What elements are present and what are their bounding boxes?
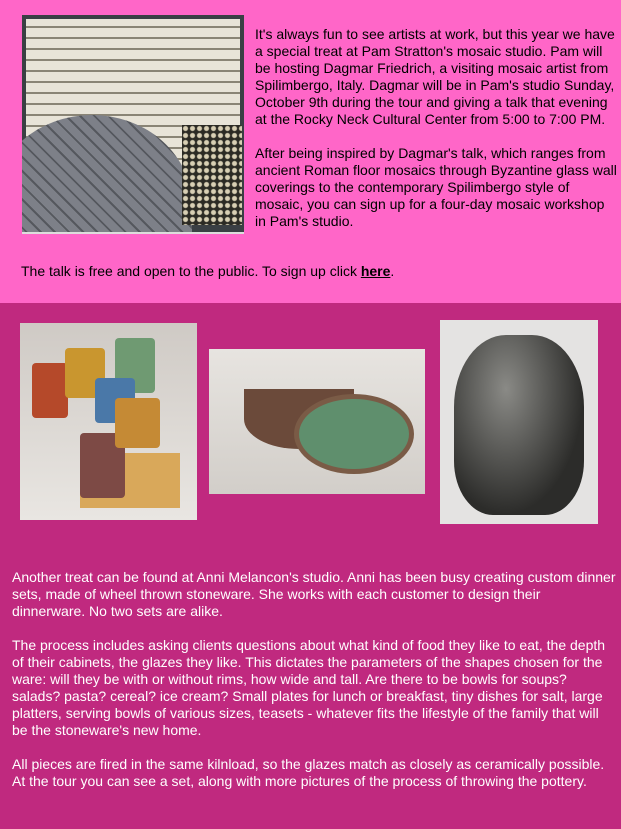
mugs-photo xyxy=(20,323,197,520)
mosaic-paragraph-1: It's always fun to see artists at work, but this year we have a special treat at Pam Stratton's mosaic studio. Pam will be hosting Dagmar Friedrich, a visiting mosaic artist from Spilimbergo, Italy. Dagmar will be in Pam's studio Sunday, October 9th during the tour and giving a talk that evening at the Rocky Neck Cultural Center from 5:00 to 7:00 PM. xyxy=(255,26,615,127)
pottery-section xyxy=(0,303,621,829)
vase-photo xyxy=(440,320,598,524)
signup-text: The talk is free and open to the public. To sign up click xyxy=(21,263,361,279)
pottery-paragraph-3: All pieces are fired in the same kilnload, so the glazes match as closely as ceramically possible. At the tour you can see a set, along with more pictures of the process of throwing the pottery. xyxy=(12,756,605,789)
signup-link[interactable]: here xyxy=(360,263,391,279)
mosaic-image xyxy=(22,15,244,234)
mosaic-text-column xyxy=(255,26,617,247)
signup-line xyxy=(21,263,611,280)
mosaic-section xyxy=(0,0,621,303)
pottery-paragraph-2: The process includes asking clients questions about what kind of food they like to eat, the depth of their cabinets, the glazes they like. This dictates the parameters of the shapes chosen for the ware: will they be with or without rims, how wide and tall. Are there to be bowls for soups? salads? pasta? cereal? ice cream? Small plates for lunch or breakfast, tiny dishes for salt, large platters, serving bowls of various sizes, teasets - whatever fits the lifestyle of the family that will be the stoneware's new home. xyxy=(12,637,606,738)
bowls-photo xyxy=(209,349,425,494)
signup-end: . xyxy=(390,263,395,279)
signup-wrap xyxy=(21,263,611,280)
mosaic-paragraph-2: After being inspired by Dagmar's talk, which ranges from ancient Roman floor mosaics through Byzantine glass wall coverings to the contemporary Spilimbergo style of mosaic, you can sign up for a four-day mosaic workshop in Pam's studio. xyxy=(255,145,617,229)
pottery-text-column xyxy=(12,569,617,807)
pottery-paragraph-1: Another treat can be found at Anni Melancon's studio. Anni has been busy creating custom dinner sets, made of wheel thrown stoneware. She works with each customer to design their dinnerware. No two sets are alike. xyxy=(12,569,616,619)
